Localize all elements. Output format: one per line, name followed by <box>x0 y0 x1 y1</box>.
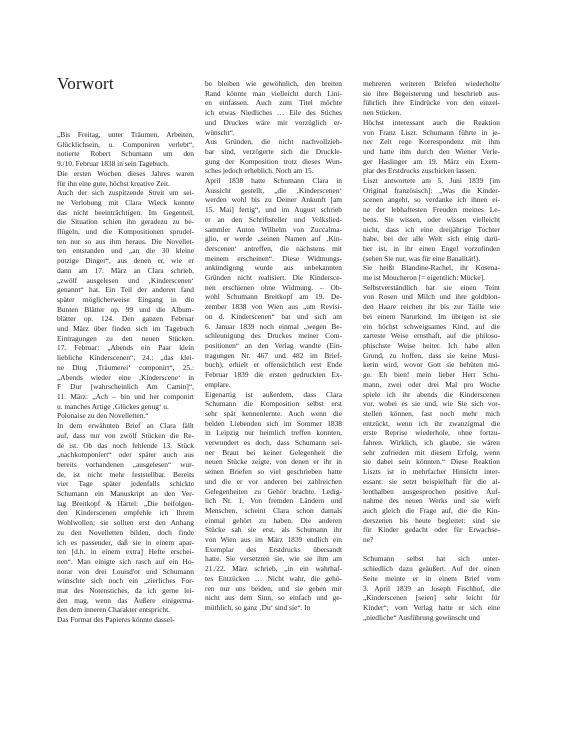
text-line: mehreren weiteren Briefen wiederholte <box>363 79 500 88</box>
text-line: genannt“ hat. Ein Teil der anderen fand <box>57 285 194 295</box>
text-line: ten nur so aus ihm heraus. Die Novellet- <box>57 236 194 246</box>
text-line: ein höchst schweigsames Kind, auf die <box>363 321 500 331</box>
text-line: ankündigung wurde aus unbekannten <box>205 263 342 273</box>
text-line: ich etwas Niedliches … Eile des Stiches <box>205 108 342 118</box>
text-line: sehr spät kennenlernte. Auch wenn die <box>205 408 342 418</box>
text-line: von Franz Liszt. Schumann führte in je- <box>363 127 500 137</box>
text-line: wünscht“. <box>205 127 235 137</box>
text-line: zu den Novelletten bilden, doch finde <box>57 527 194 537</box>
text-line: für Kinder gedacht oder für Erwachse- <box>363 525 500 535</box>
text-line: „Kinderscenen [seien] sehr leicht für <box>363 593 500 603</box>
text-line: In dem erwähnten Brief an Clara fällt <box>57 421 194 431</box>
text-line: ne der lebhaftesten Freuden meines Le- <box>363 205 500 215</box>
text-line: vor, wobei es sie und, wie Sie sich vor- <box>363 399 500 409</box>
text-line: nicht aus dem Sinn, so einfach und ge- <box>205 593 342 603</box>
text-line: „Bis Freitag, unter Träumen, Arbeiten, <box>57 130 194 139</box>
text-line: ner Zeit rege Korrespondenz mit ihm <box>363 137 500 147</box>
text-line: beiden Liebenden sich im Sommer 1838 <box>205 418 342 428</box>
text-line: müthlich, so ganz ‚Du‘ sind sie“. In <box>205 602 311 612</box>
text-line: sehr zufrieden mit diesem Erfolg, wenn <box>363 447 500 457</box>
text-line: mann, zwei oder drei Mal pro Woche <box>363 379 500 389</box>
text-line: den Kinderscenen empfehle ich Ihrem <box>57 508 194 518</box>
text-line: Seite meinte er in einem Brief vom <box>363 573 500 583</box>
text-line: Sie heißt Blandine-Rachel, ihr Kosena- <box>363 263 500 273</box>
text-line: und März über finden sich im Tagebuch <box>57 324 194 334</box>
text-line: Bunten Blätter op. 99 und die Album- <box>57 304 194 314</box>
text-line: 9./10. Februar 1838 in sein Tagebuch. <box>57 159 169 169</box>
text-line: nen erschienen ohne Widmung. – Ob- <box>205 282 342 292</box>
text-line: später möglicherweise Eingang in die <box>57 294 194 304</box>
text-line: und hatte ihm durch den Wiener Verle- <box>363 146 500 156</box>
text-line: für ihn eine gute, höchst kreative Zeit. <box>57 178 170 188</box>
text-line: de, ist nicht mehr feststellbar. Bereits <box>57 469 194 479</box>
text-line: bar sind, verzögerte sich die Druckle- <box>205 146 342 156</box>
text-line: April 1838 hatte Schumann Clara in <box>205 176 342 186</box>
text-line: en einfassen. Auch zum Titel möchte <box>205 98 342 108</box>
text-line: tes Entzücken … Nicht wahr, die gehö- <box>205 573 342 583</box>
text-line: und die er vor anderen bei zahlreichen <box>205 476 342 486</box>
text-line: „zwölf ausgelesen und ‚Kinderscenen‘ <box>57 275 194 285</box>
text-line: bereits vorhandenen „ausgelesen“ wur- <box>57 459 194 469</box>
text-line: den mag, wenn das Äußere einigerma- <box>57 595 194 605</box>
text-line: phischste Weise heiter. Ich habe allen <box>363 340 500 350</box>
text-line: bei einem Naturkind. Im übrigen ist sie <box>363 311 500 321</box>
text-line: hatte. Sie versetzten sie, wie sie ihm am <box>205 554 342 564</box>
text-line: entzückt, wenn ich ihr zwanzigmal die <box>363 418 500 428</box>
text-line: wohl Schumann Breitkopf am 19. De- <box>205 292 342 302</box>
text-line: Schumann ein Manuskript an den Ver- <box>57 489 194 499</box>
text-line: schiedlich dazu geäußert. Auf der einen <box>363 564 500 574</box>
text-line: glio, er werde „seinen Namen auf ‚Kin- <box>205 234 342 244</box>
text-line: Menschen, scheint Clara schon damals <box>205 505 342 515</box>
text-line: putzige Dinger“, aus denen er, wie er <box>57 256 194 266</box>
text-line: den Haare reichen ihr bis zur Taille wie <box>363 302 500 312</box>
text-line: Aussicht gestellt, „die ‚Kinderscenen‘ <box>205 185 342 195</box>
text-line: das nicht beeinträchtigen. Im Gegenteil, <box>57 207 194 217</box>
text-line: fahren. Wirklich, ich glaube, sie wären <box>363 438 500 448</box>
text-line: ner Braut bei keiner Gelegenheit die <box>205 447 342 457</box>
text-line: habe, bei der alle Welt sich einig darü- <box>363 234 500 244</box>
text-line: er an den Schriftsteller und Volkslied- <box>205 214 342 224</box>
text-line: sie dabei sein könnten.“ Diese Reaktion <box>363 457 500 467</box>
text-line: stellen können, fast noch mehr mich <box>363 408 500 418</box>
text-line: buch), erhielt er offensichtlich erst Ende <box>205 360 342 370</box>
text-line: flügeln, und die Kompositionen sprudel- <box>57 227 194 237</box>
text-column-2 <box>205 79 342 613</box>
text-line: zember 1838 von Wien aus „um Revisi- <box>205 302 342 312</box>
text-line: einmal gehört zu haben. Die anderen <box>205 515 342 525</box>
text-line: liebliche Kinderscenen“, 24.: „das klei- <box>57 353 194 363</box>
text-column-1 <box>57 130 194 625</box>
text-line: Polonaise zu den Novelletten.“ <box>57 411 149 421</box>
text-line: seinen Briefen so viel geschrieben hatte <box>205 467 342 477</box>
text-line: gung der Komposition trotz dieses Wun- <box>205 156 342 166</box>
text-line: ne? <box>363 535 374 545</box>
text-line: be bleiben wie gewöhnlich, den breiten <box>205 79 342 88</box>
text-line: 3. April 1839 an Joseph Fischhof, die <box>363 583 500 593</box>
text-line: Die ersten Wochen dieses Jahres waren <box>57 168 194 178</box>
text-line: auch gleich die Frage auf, die die Kin- <box>363 505 500 515</box>
text-line: wünschte sich noch ein „zierliches For- <box>57 576 194 586</box>
text-line: Stücke sah sie erst, als Schumann ihr <box>205 525 342 535</box>
text-line: Original französisch]: „Was die Kinder- <box>363 185 500 195</box>
text-line: me ist Moucheron [= eigentlich: Mücke]. <box>363 273 485 283</box>
text-line: zarteste Weise ernsthaft, auf die philoso- <box>363 331 500 341</box>
text-line: lich Nr. 1, Von fremden Ländern und <box>205 496 342 506</box>
text-line: ich es passender, daß sie in einem apar- <box>57 537 194 547</box>
text-line: de ist. Ob das noch fehlende 13. Stück <box>57 440 194 450</box>
text-line: Das Format des Papieres könnte dassel- <box>57 615 175 625</box>
text-line: lag Breitkopf & Härtel: „Die beifolgen- <box>57 498 194 508</box>
text-line: Gründen nicht realisiert. Die Kinderscе- <box>205 273 342 283</box>
text-line: ger Haslinger am 19. März ein Exem- <box>363 156 500 166</box>
text-line: dann am 17. März an Clara schrieb, <box>57 265 194 275</box>
text-line: Glücklichsein, u. Componiren verlebt“, <box>57 139 194 149</box>
text-line: kerin wird, wovor Gott sie behüten mö- <box>363 360 500 370</box>
text-column-3 <box>363 79 500 622</box>
text-line: Schumann selbst hat sich unter- <box>363 554 500 564</box>
text-line: Rand könnte man vielleicht durch Lini- <box>205 88 342 98</box>
text-line: Auch der sich zuspitzende Streit um sei- <box>57 188 194 198</box>
text-line: notierte Robert Schumann um den <box>57 149 194 159</box>
text-line: ne Verlobung mit Clara Wieck konnte <box>57 197 194 207</box>
text-line: Februar 1839 die ersten gedruckten Ex- <box>205 370 342 380</box>
text-line: u. manches Artige ‚Glückes genug‘ u. <box>57 401 169 411</box>
page-heading: Vorwort <box>57 74 114 93</box>
text-line: vier Tage später jedenfalls schickte <box>57 479 194 489</box>
text-line: Kinder“; vom Verlag hatte er sich eine <box>363 602 500 612</box>
text-line: ßen dem inneren Charakter entspricht. <box>57 605 171 615</box>
text-line: von Rosen und Milch und ihre goldblon- <box>363 292 500 302</box>
text-line: nen Stücken. <box>363 108 402 118</box>
text-line: von Wien aus im März 1839 endlich ein <box>205 535 342 545</box>
text-line: Liszt antwortete am 5. Juni 1839 [im <box>363 176 500 186</box>
text-line: nen“. Man einigte sich rasch auf ein Ho- <box>57 556 194 566</box>
text-line: norar von drei Louisd'or und Schumann <box>57 566 194 576</box>
text-line: lenthalben ausgesprochen positive Auf- <box>363 486 500 496</box>
text-line: Liszts ist in mehrfacher Hinsicht inter- <box>363 467 500 477</box>
text-line: blätter op. 124. Den ganzen Februar <box>57 314 194 324</box>
text-line: derszenen bis heute begleitet: sind sie <box>363 515 500 525</box>
text-line: schleunigung des Druckes meiner Com- <box>205 331 342 341</box>
text-line: ge. Eh bien! mein lieber Herr Schu- <box>363 370 500 380</box>
text-line: ten [d.h. in einem extra] Hefte erschei- <box>57 547 194 557</box>
text-line: Grund, zu hoffen, dass sie keine Musi- <box>363 350 500 360</box>
text-line: „niedliche“ Ausführung gewünscht und <box>363 612 480 622</box>
text-line: 11. März: „Ach – bin und her componirt <box>57 391 194 401</box>
text-line: ber ist, in ihr einen Engel vorzufinden <box>363 243 500 253</box>
text-line: tragungen Nr. 467 und 482 im Brief- <box>205 350 342 360</box>
text-line: 17. Februar: „Abends ein Paar klein <box>57 343 194 353</box>
text-line: Exemplar des Erstdrucks übersandt <box>205 544 342 554</box>
text-line: positionen“ an den Verlag wandte (Ein- <box>205 340 342 350</box>
text-line: sie ihre Begeisterung und beschrieb aus- <box>363 88 500 98</box>
paragraph-gap <box>363 545 500 555</box>
text-line: Schumann die Komposition selbst erst <box>205 399 342 409</box>
text-line: bens. Sie wissen, oder wissen vielleicht <box>363 214 500 224</box>
text-line: „nachkomponiert“ oder später auch aus <box>57 450 194 460</box>
text-line: auf, dass nur von zwölf Stücken die Re- <box>57 430 194 440</box>
text-line: führlich ihre Eindrücke von den einzel- <box>363 98 500 108</box>
text-line: sches jedoch erheblich. Noch am 15. <box>205 166 314 176</box>
text-line: und Druckes wäre mir vorzüglich er- <box>205 117 342 127</box>
text-line: Gelegenheiten zu Gehör brachte. Ledig- <box>205 486 342 496</box>
text-line: neuen Stücke zeigte, von denen er ihr in <box>205 457 342 467</box>
text-line: (sehen Sie nur, was für eine Banalität!). <box>363 253 481 263</box>
text-line: Eintragungen zu den neuen Stücken. <box>57 333 194 343</box>
text-line: ten entstanden und „an die 30 kleine <box>57 246 194 256</box>
text-line: nicht, dass ich eine dreijährige Tochter <box>363 224 500 234</box>
text-line: 21./22. März schrieb, „in ein wahrhaf- <box>205 564 342 574</box>
text-line: ne Ding ‚Träumerei‘ componirt“, 25.: <box>57 362 194 372</box>
text-line: ren nur uns beiden, und sie gehen mir <box>205 583 342 593</box>
text-line: emplare. <box>205 379 231 389</box>
text-line: Eigenartig ist außerdem, dass Clara <box>205 389 342 399</box>
text-line: 15. Mai] fertig“, und im August schrieb <box>205 205 342 215</box>
text-line: Höchst interessant auch die Reaktion <box>363 117 500 127</box>
text-line: plar des Erstdrucks zuschicken lassen. <box>363 166 477 176</box>
text-line: derscenen‘ antreffen, die nächstens mit <box>205 243 342 253</box>
text-line: essant: sie setzt beispielhaft für die al- <box>363 476 500 486</box>
text-line: verwundert es doch, dass Schumann sei- <box>205 438 342 448</box>
text-line: werden wohl bis zu Deiner Ankunft [am <box>205 195 342 205</box>
text-line: Wohlwollen; sie sollten erst den Anhang <box>57 518 194 528</box>
text-line: meinem erscheinen“. Diese Widmungs- <box>205 253 342 263</box>
text-line: scenen angeht, so verdanke ich ihnen ei- <box>363 195 500 205</box>
text-line: „Abends wieder eine ‚Kinderscene‘ in <box>57 372 194 382</box>
text-line: 6. Januar 1839 noch einmal „wegen Be- <box>205 321 342 331</box>
text-line: nahme des neuen Werks und sie wirft <box>363 496 500 506</box>
text-line: die Situation schien ihn geradezu zu be- <box>57 217 194 227</box>
text-line: sammler Anton Wilhelm von Zuccalma- <box>205 224 342 234</box>
text-line: mat des Notenstiches, da ich gerne lei- <box>57 586 194 596</box>
text-line: Aus Gründen, die nicht nachvollzieh- <box>205 137 342 147</box>
text-line: on d. Kinderscenen“ bat und sich am <box>205 311 342 321</box>
text-line: erste Reprise wiederhole, ohne fortzu- <box>363 428 500 438</box>
text-line: F Dur [wahrscheinlich Am Camin]“, <box>57 382 194 392</box>
text-line: Selbstverständlich hat sie einen Teint <box>363 282 500 292</box>
text-line: in Leipzig nur heimlich treffen konnten, <box>205 428 342 438</box>
text-line: spiele ich ihr abends die Kinderscenen <box>363 389 500 399</box>
